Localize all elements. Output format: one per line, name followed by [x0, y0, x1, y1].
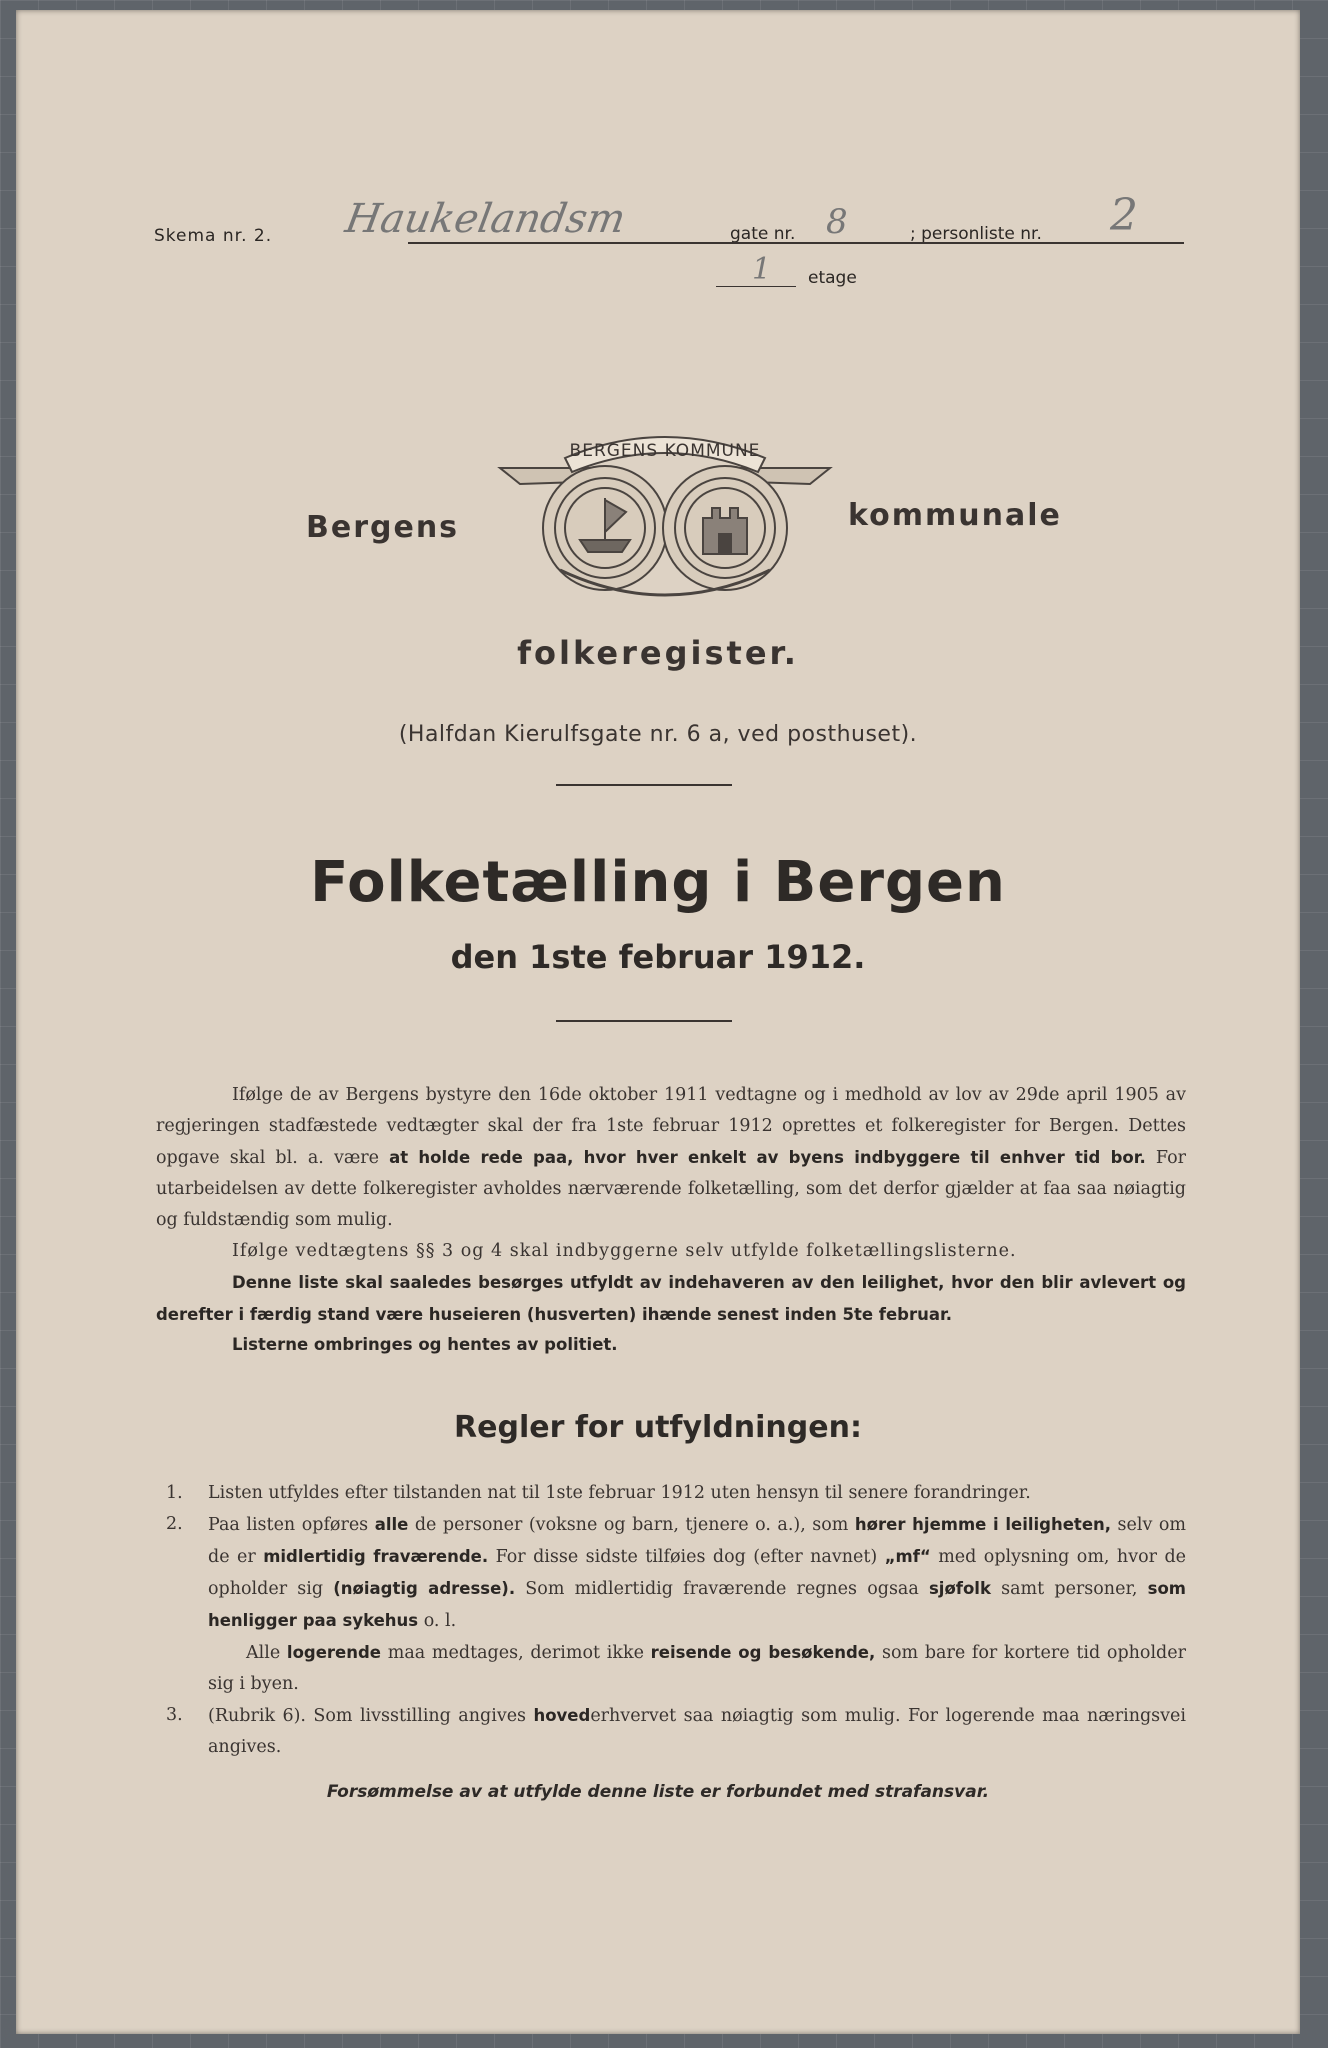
- intro-p1-text-a: Ifølge de av Bergens bystyre den 16de oktober 1911 vedtagne og i medhold av lov av 29de april 1905 av regjeringen stadfæstede vedtægter skal der fra 1ste februar 1912 oprettes et folkeregister for Bergen. Dettes opgave skal bl. a. være: [156, 1085, 1186, 1168]
- intro-paragraph-3: [156, 1267, 1186, 1331]
- rule-bold: (nøiagtig adresse).: [333, 1579, 516, 1598]
- header-underline: [408, 242, 1184, 244]
- rules-heading: Regler for utfyldningen:: [454, 1410, 862, 1445]
- divider-bottom: [556, 1020, 732, 1022]
- rule-text: selv om de er: [208, 1515, 1187, 1567]
- intro-p1-bold: at holde rede paa, hvor hver enkelt av byens indbyggere til enhver tid bor.: [389, 1148, 1146, 1167]
- rule-text: For disse sidste tilføies dog (efter navnet): [488, 1547, 885, 1567]
- emblem-ribbon-text: BERGENS KOMMUNE: [569, 441, 761, 461]
- rule-bold: alle: [374, 1515, 409, 1534]
- census-form-sheet: [16, 10, 1300, 2034]
- gate-number-handwritten: 8: [826, 202, 848, 242]
- rule-text: Listen utfyldes efter tilstanden nat til 1ste februar 1912 uten hensyn til senere forandringer.: [208, 1483, 1031, 1503]
- office-bottom-word: folkeregister.: [517, 634, 799, 672]
- rule-text: de personer (voksne og barn, tjenere o. a.), som: [408, 1515, 855, 1535]
- rule-text: Alle: [246, 1643, 287, 1663]
- rule-text: (Rubrik 6). Som livsstilling angives: [208, 1706, 534, 1726]
- rule-item-3: [166, 1700, 1186, 1763]
- rule-bold: som henligger paa sykehus: [208, 1579, 1186, 1630]
- rule-item-2: [166, 1509, 1186, 1637]
- rules-list: [166, 1478, 1186, 1763]
- rule-number: 2.: [166, 1514, 183, 1534]
- personliste-label: ; personliste nr.: [910, 224, 1042, 244]
- rule-bold: „mf“: [884, 1547, 931, 1566]
- rule-item-2-continued: [166, 1637, 1186, 1700]
- rule-number: 1.: [166, 1483, 183, 1503]
- intro-p3-bold: Denne liste skal saaledes besørges utfyldt av indehaveren av den leilighet, hvor den blir avlevert og derefter i færdig stand være huseieren (husverten) ihænde senest inden 5te februar.: [156, 1273, 1186, 1324]
- skema-label: Skema nr. 2.: [154, 226, 273, 246]
- street-handwritten: Haukelandsm: [341, 196, 629, 242]
- rule-bold: logerende: [286, 1643, 381, 1662]
- page-title: Folketælling i Bergen: [310, 850, 1006, 915]
- rule-bold: hoved: [533, 1706, 591, 1725]
- rule-text: o. l.: [418, 1611, 457, 1631]
- gate-label: gate nr.: [730, 224, 796, 244]
- page-subtitle: den 1ste februar 1912.: [450, 938, 866, 976]
- rule-bold: midlertidig fraværende.: [263, 1547, 489, 1566]
- rule-number: 3.: [166, 1705, 183, 1725]
- rule-text: med oplysning om, hvor de opholder sig: [208, 1547, 1186, 1599]
- office-right-word: kommunale: [848, 498, 1062, 533]
- rule-text: erhvervet saa nøiagtig som mulig. For logerende maa næringsvei angives.: [208, 1706, 1186, 1757]
- rule-item-1: [166, 1478, 1186, 1509]
- rule-bold: sjøfolk: [928, 1579, 991, 1598]
- footer-warning: Forsømmelse av at utfylde denne liste er forbundet med strafansvar.: [326, 1782, 990, 1802]
- bergens-kommune-emblem: [490, 420, 840, 610]
- etage-number-handwritten: 1: [752, 252, 772, 287]
- divider-top: [556, 784, 732, 786]
- office-address: (Halfdan Kierulfsgate nr. 6 a, ved posthuset).: [398, 722, 918, 747]
- rule-bold: reisende og besøkende,: [650, 1643, 876, 1662]
- rule-text: som bare for kortere tid opholder sig i byen.: [208, 1643, 1186, 1694]
- intro-paragraph-4: [156, 1329, 1186, 1361]
- intro-p1-text-b: For utarbeidelsen av dette folkeregister avholdes nærværende folketælling, som det derfor gjælder at faa saa nøiagtig og fuldstændig som mulig.: [156, 1148, 1186, 1230]
- rule-text: Paa listen opføres: [208, 1515, 375, 1535]
- office-left-word: Bergens: [306, 510, 460, 545]
- rule-text: samt personer,: [990, 1579, 1148, 1599]
- rule-bold: hører hjemme i leiligheten,: [854, 1515, 1112, 1534]
- etage-label: etage: [808, 268, 857, 288]
- rule-text: Som midlertidig fraværende regnes ogsaa: [515, 1579, 929, 1599]
- intro-paragraph-1: [156, 1080, 1186, 1236]
- rule-text: maa medtages, derimot ikke: [381, 1643, 651, 1663]
- etage-underline: [716, 286, 796, 287]
- intro-paragraph-2: Ifølge vedtægtens §§ 3 og 4 skal indbyggerne selv utfylde folketællingslisterne.: [232, 1241, 1017, 1261]
- intro-p4-bold: Listerne ombringes og hentes av politiet.: [232, 1335, 618, 1354]
- personliste-number-handwritten: 2: [1110, 190, 1138, 241]
